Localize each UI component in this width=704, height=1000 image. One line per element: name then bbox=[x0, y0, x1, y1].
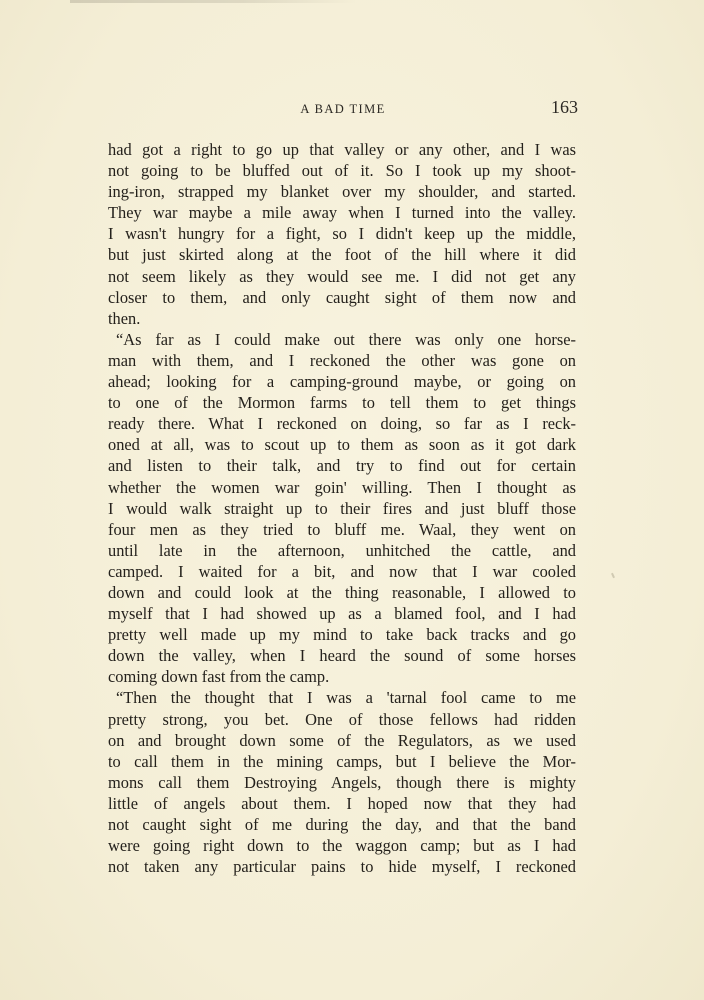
text-line: oned at all, was to scout up to them as soon as it got dark bbox=[108, 435, 576, 455]
text-line: were going right down to the waggon camp; but as I had bbox=[108, 836, 576, 856]
text-line: pretty well made up my mind to take back tracks and go bbox=[108, 625, 576, 645]
text-line: myself that I had showed up as a blamed fool, and I had bbox=[108, 604, 576, 624]
text-line: not taken any particular pains to hide myself, I reckoned bbox=[108, 857, 576, 877]
text-line: camped. I waited for a bit, and now that I war cooled bbox=[108, 561, 576, 581]
running-title: A BAD TIME bbox=[300, 102, 386, 116]
text-line: had got a right to go up that valley or any other, and I was bbox=[108, 140, 576, 159]
text-line: coming down fast from the camp. bbox=[108, 667, 330, 687]
text-line: pretty strong, you bet. One of those fellows had ridden bbox=[108, 709, 576, 729]
text-line: I would walk straight up to their fires and just bluff those bbox=[108, 498, 576, 518]
text-line: but just skirted along at the foot of the hill where it did bbox=[108, 245, 576, 265]
text-line: down the valley, when I heard the sound of some horses bbox=[108, 646, 576, 666]
body-text bbox=[108, 139, 576, 877]
page-edge-rule bbox=[70, 0, 355, 3]
running-header bbox=[108, 94, 578, 124]
paper-speck bbox=[611, 573, 615, 578]
text-line: not caught sight of me during the day, and that the band bbox=[108, 815, 576, 834]
text-line: four men as they tried to bluff me. Waal, they went on bbox=[108, 519, 576, 539]
text-line: ahead; looking for a camping-ground maybe, or going on bbox=[108, 372, 576, 392]
text-line: ready there. What I reckoned on doing, so far as I reck- bbox=[108, 414, 576, 434]
text-line: closer to them, and only caught sight of them now and bbox=[108, 287, 576, 307]
text-line: on and brought down some of the Regulators, as we used bbox=[108, 730, 576, 750]
text-line: ing-iron, strapped my blanket over my shoulder, and started. bbox=[108, 182, 576, 202]
text-line: little of angels about them. I hoped now that they had bbox=[108, 793, 576, 813]
text-line: not seem likely as they would see me. I did not get any bbox=[108, 266, 576, 286]
text-line: They war maybe a mile away when I turned into the valley. bbox=[108, 203, 576, 223]
text-line: down and could look at the thing reasonable, I allowed to bbox=[108, 582, 576, 602]
text-line: not going to be bluffed out of it. So I took up my shoot- bbox=[108, 161, 576, 181]
text-line: whether the women war goin' willing. Then I thought as bbox=[108, 477, 576, 497]
text-line: then. bbox=[108, 308, 141, 328]
text-line: to call them in the mining camps, but I believe the Mor- bbox=[108, 751, 576, 771]
page-number: 163 bbox=[551, 97, 578, 117]
text-line: to one of the Mormon farms to tell them to get things bbox=[108, 393, 576, 413]
text-line: “Then the thought that I was a 'tarnal fool came to me bbox=[116, 688, 576, 708]
text-line: mons call them Destroying Angels, though there is mighty bbox=[108, 772, 576, 792]
text-line: I wasn't hungry for a fight, so I didn't keep up the middle, bbox=[108, 224, 576, 244]
text-line: man with them, and I reckoned the other was gone on bbox=[108, 350, 576, 370]
text-line: “As far as I could make out there was only one horse- bbox=[116, 329, 576, 349]
text-line: until late in the afternoon, unhitched the cattle, and bbox=[108, 540, 576, 560]
text-line: and listen to their talk, and try to find out for certain bbox=[108, 456, 576, 476]
